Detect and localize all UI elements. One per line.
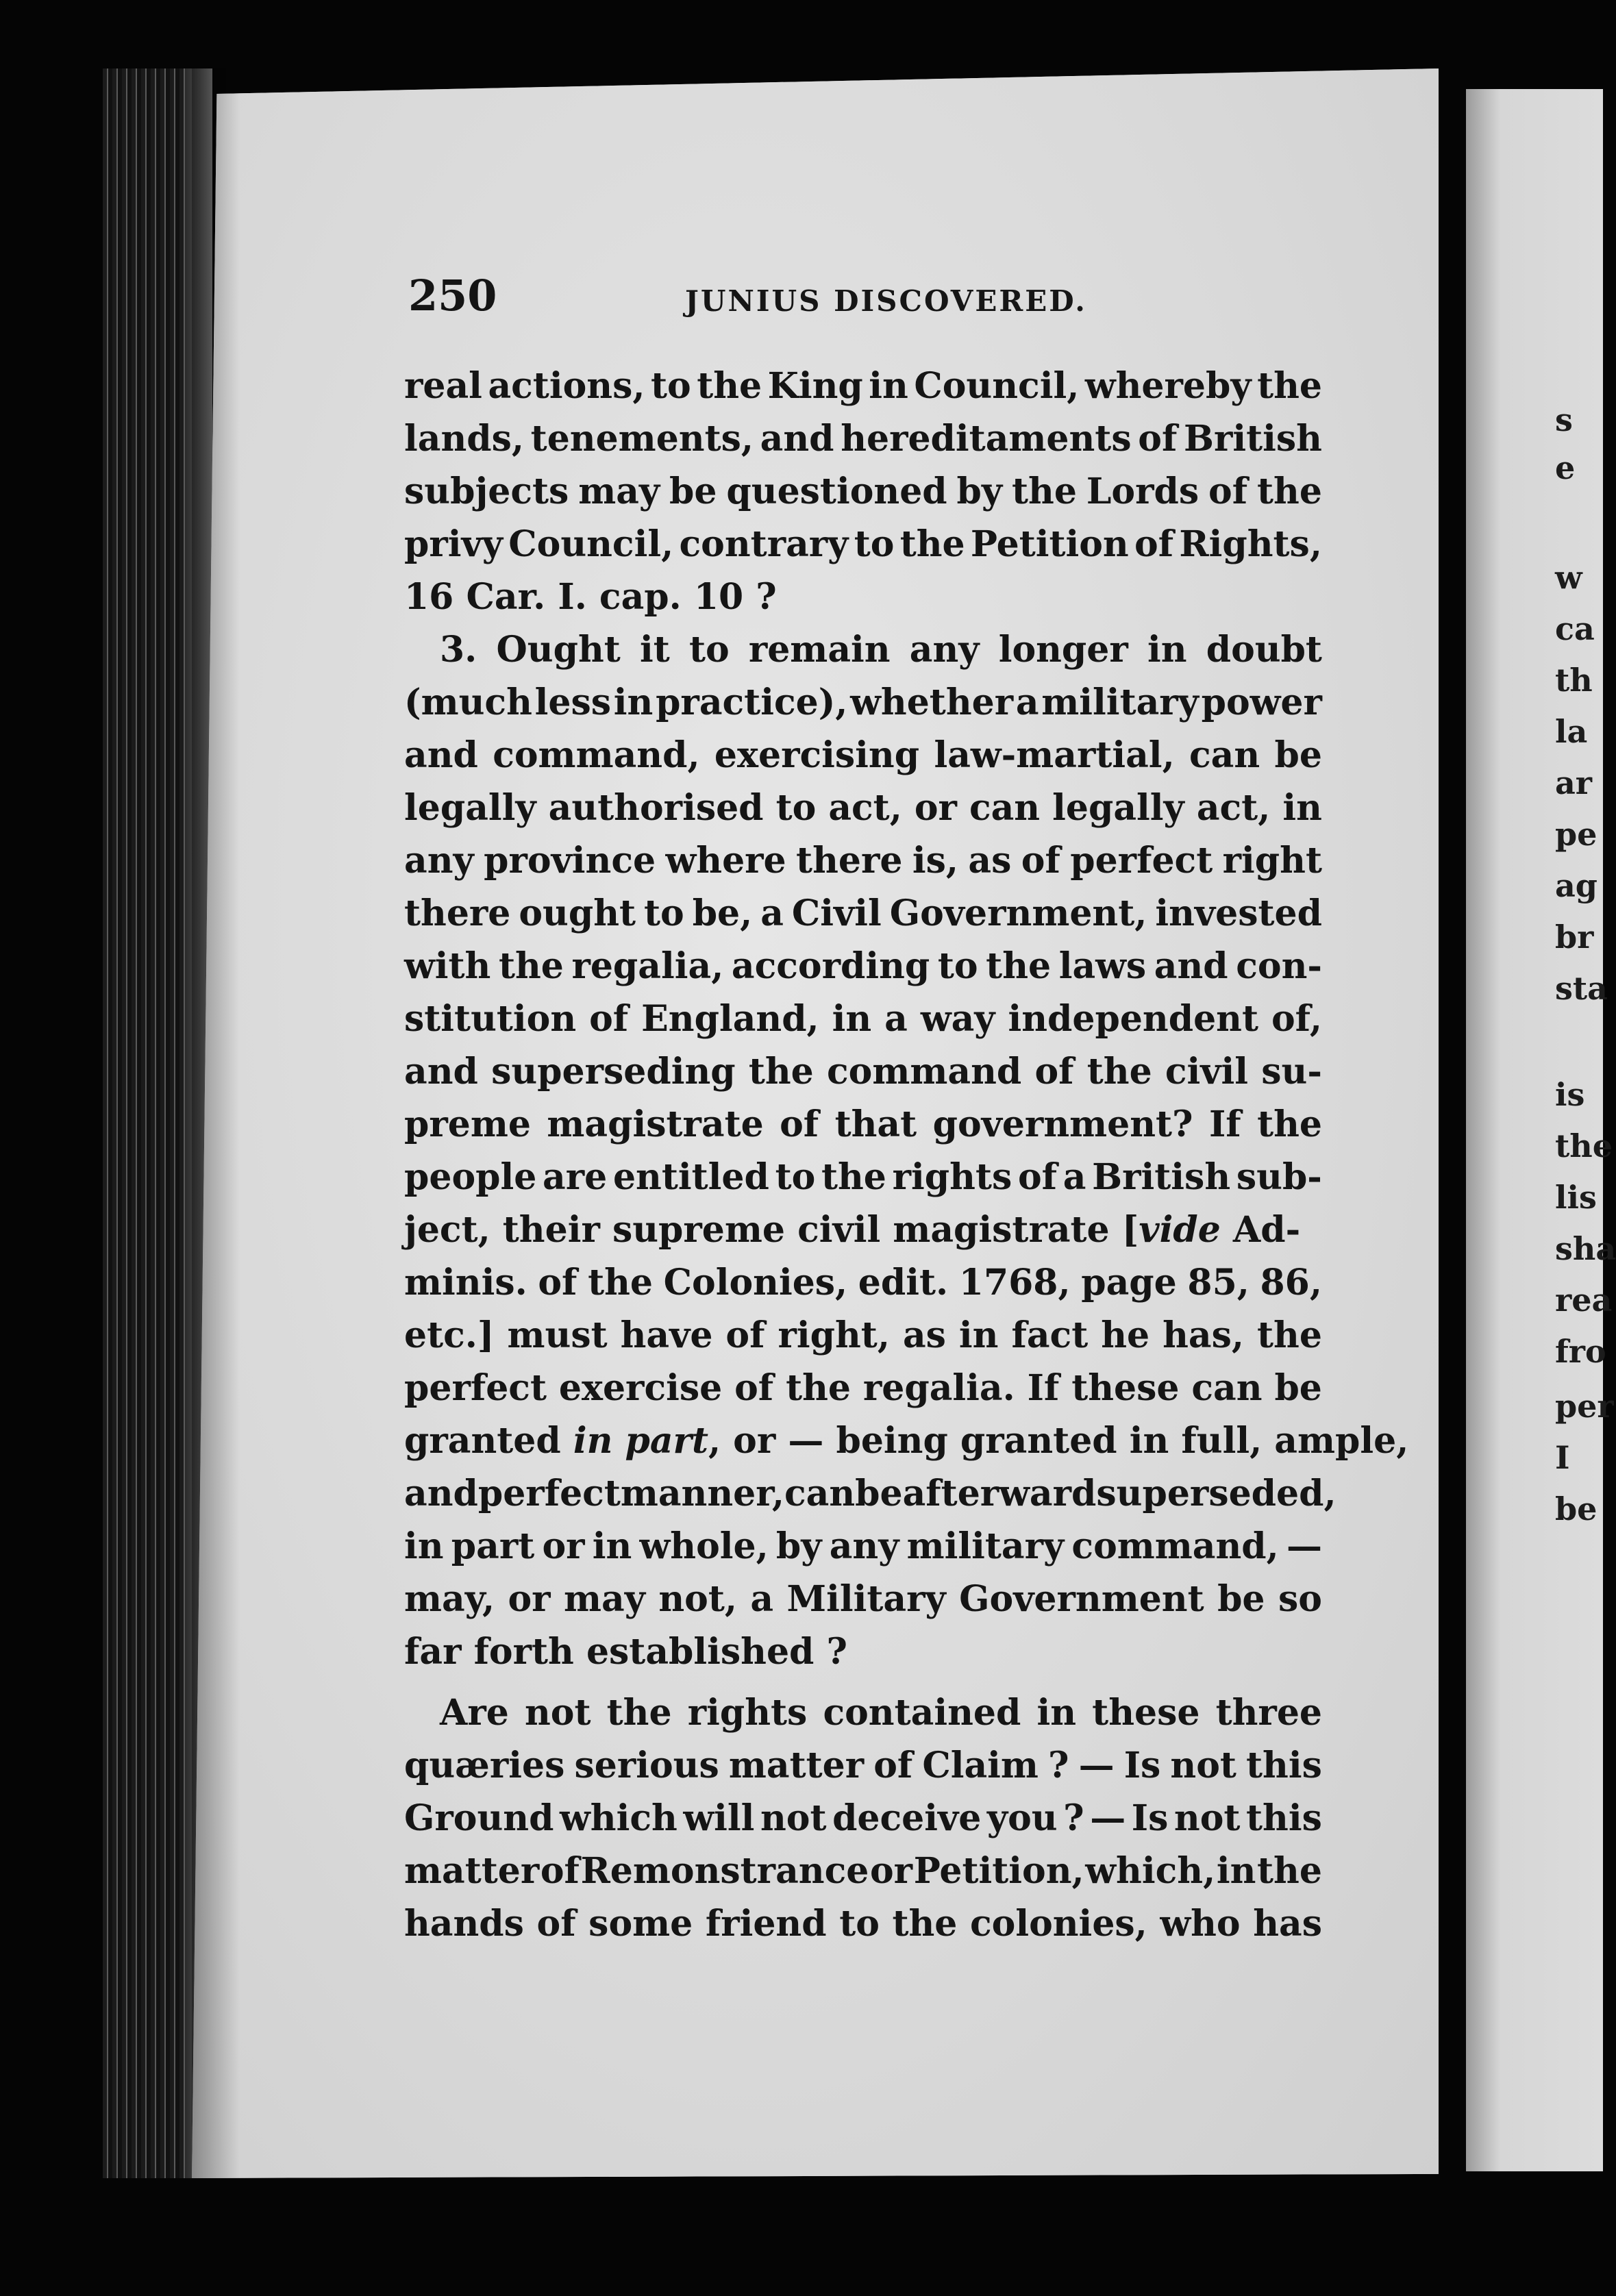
word: there xyxy=(796,840,903,882)
word: minis. xyxy=(404,1262,527,1303)
word: ? xyxy=(1063,1797,1084,1839)
word: a xyxy=(750,1578,774,1620)
word: legally xyxy=(404,787,536,829)
word: where xyxy=(665,840,786,882)
word: it xyxy=(639,629,670,671)
facing-fragment: be xyxy=(1555,1490,1598,1527)
word: which xyxy=(560,1797,678,1839)
text-line xyxy=(404,1309,1322,1362)
word: whether xyxy=(850,682,1014,723)
word: province xyxy=(484,840,656,882)
word: has, xyxy=(1163,1314,1244,1356)
word: of xyxy=(780,1103,819,1145)
word: not xyxy=(760,1797,827,1839)
line-text xyxy=(404,1414,1408,1467)
word: to xyxy=(644,893,684,934)
word: subjects xyxy=(404,471,569,512)
word: If xyxy=(1208,1103,1241,1145)
text-line xyxy=(404,1845,1322,1897)
word: you xyxy=(986,1797,1058,1839)
word: to xyxy=(937,945,978,987)
word: government? xyxy=(932,1103,1193,1145)
word: hands xyxy=(404,1903,524,1945)
word: as xyxy=(902,1314,946,1356)
word: superseding xyxy=(491,1051,736,1093)
word: 86, xyxy=(1260,1262,1322,1303)
word: rights xyxy=(687,1692,808,1734)
facing-fragment: sha xyxy=(1555,1230,1616,1267)
word: not xyxy=(1173,1797,1241,1839)
word: — xyxy=(1286,1525,1322,1567)
word: matter xyxy=(728,1745,865,1786)
italic-text: in part xyxy=(573,1420,708,1462)
word: a xyxy=(884,998,908,1040)
word: the xyxy=(1257,365,1322,407)
word: British xyxy=(1092,1156,1231,1198)
word: in xyxy=(1036,1692,1077,1734)
line-text-part: Ad- xyxy=(1220,1209,1301,1251)
word: military xyxy=(906,1525,1065,1567)
word: invested xyxy=(1155,893,1322,934)
facing-fragment: ag xyxy=(1555,867,1598,904)
word: in xyxy=(869,365,908,407)
word: and xyxy=(404,734,478,776)
word: matter xyxy=(404,1850,540,1892)
word: doubt xyxy=(1206,629,1322,671)
word: the xyxy=(821,1156,886,1198)
word: perfect xyxy=(477,1473,621,1514)
word: in xyxy=(404,1525,444,1567)
word: by xyxy=(956,471,1003,512)
word: be, xyxy=(692,893,753,934)
word: hereditaments xyxy=(841,418,1132,460)
facing-fragment: e xyxy=(1555,449,1576,486)
facing-fragment: s xyxy=(1555,401,1573,438)
word: has xyxy=(1253,1903,1322,1945)
word: with xyxy=(404,945,491,987)
word: three xyxy=(1215,1692,1322,1734)
word: according xyxy=(731,945,930,987)
line-text-part: ject, their supreme civil magistrate [ xyxy=(404,1209,1139,1251)
word: superseded, xyxy=(1096,1473,1337,1514)
word: the xyxy=(1257,1103,1322,1145)
word: Council, xyxy=(508,523,674,565)
text-line xyxy=(404,887,1322,940)
word: Ground xyxy=(404,1797,554,1839)
word: and xyxy=(1154,945,1228,987)
text-line xyxy=(404,1203,1322,1256)
word: to xyxy=(775,1156,816,1198)
word: this xyxy=(1246,1745,1322,1786)
word: to xyxy=(839,1903,880,1945)
word: independent xyxy=(1008,998,1259,1040)
word: 1768, xyxy=(958,1262,1071,1303)
word: whole, xyxy=(639,1525,769,1567)
text-line xyxy=(404,729,1322,782)
word: a xyxy=(760,893,784,934)
word: to xyxy=(775,787,817,829)
word: as xyxy=(968,840,1012,882)
word: any xyxy=(909,629,980,671)
word: the xyxy=(986,945,1052,987)
word: in xyxy=(1147,629,1187,671)
word: regalia. xyxy=(862,1367,1015,1409)
word: Council, xyxy=(914,365,1080,407)
word: to xyxy=(688,629,730,671)
word: the xyxy=(1257,1850,1322,1892)
text-line xyxy=(404,518,1322,571)
facing-fragment: ca xyxy=(1555,610,1595,647)
word: of xyxy=(1208,471,1248,512)
word: in xyxy=(1282,787,1322,829)
word: can xyxy=(1191,1367,1263,1409)
line-text-part: granted xyxy=(404,1420,573,1462)
word: ? xyxy=(1048,1745,1069,1786)
word: magistrate xyxy=(547,1103,764,1145)
word: may xyxy=(564,1578,645,1620)
word: Is xyxy=(1131,1797,1169,1839)
word: or xyxy=(542,1525,585,1567)
text-line xyxy=(404,834,1322,887)
word: friend xyxy=(705,1903,827,1945)
facing-fragment: per xyxy=(1555,1388,1614,1425)
word: be xyxy=(855,1473,903,1514)
word: afterward xyxy=(902,1473,1097,1514)
word: of xyxy=(536,1903,576,1945)
word: can xyxy=(969,787,1041,829)
word: of xyxy=(725,1314,765,1356)
word: of xyxy=(1138,418,1178,460)
word: British xyxy=(1184,418,1322,460)
word: and xyxy=(760,418,834,460)
word: act, xyxy=(828,787,902,829)
word: law-martial, xyxy=(934,734,1175,776)
word: perfect xyxy=(404,1367,547,1409)
word: Are xyxy=(440,1692,509,1734)
facing-fragment: fro xyxy=(1555,1333,1606,1370)
text-line xyxy=(404,1739,1322,1792)
word: a xyxy=(1062,1156,1086,1198)
word: in xyxy=(613,682,654,723)
word: contrary xyxy=(679,523,849,565)
word: remain xyxy=(748,629,891,671)
word: rights xyxy=(892,1156,1012,1198)
text-line xyxy=(404,1414,1409,1467)
word: be xyxy=(1217,1578,1265,1620)
word: manner, xyxy=(620,1473,784,1514)
facing-fragment: lis xyxy=(1555,1179,1597,1216)
body-text xyxy=(404,360,1409,1950)
word: deceive xyxy=(832,1797,982,1839)
word: If xyxy=(1027,1367,1060,1409)
word: not, xyxy=(658,1578,737,1620)
word: real xyxy=(404,365,482,407)
word: the xyxy=(1012,471,1077,512)
word: Lords xyxy=(1086,471,1199,512)
word: who xyxy=(1160,1903,1241,1945)
word: colonies, xyxy=(969,1903,1147,1945)
word: the xyxy=(606,1692,672,1734)
word: — xyxy=(1090,1797,1126,1839)
word: King xyxy=(767,365,863,407)
word: exercise xyxy=(558,1367,723,1409)
facing-fragment: is xyxy=(1555,1076,1585,1113)
text-line xyxy=(404,993,1322,1045)
word: civil xyxy=(1165,1051,1249,1093)
text-line xyxy=(404,1573,1322,1625)
text-line xyxy=(404,1362,1322,1414)
text-line xyxy=(404,1045,1322,1098)
word: Civil xyxy=(791,893,882,934)
word: command, xyxy=(493,734,700,776)
word: Colonies, xyxy=(663,1262,848,1303)
facing-fragment: ar xyxy=(1555,764,1593,801)
text-line xyxy=(404,465,1322,518)
word: exercising xyxy=(714,734,920,776)
word: of, xyxy=(1271,998,1322,1040)
text-line xyxy=(404,1151,1322,1203)
word: the xyxy=(899,523,965,565)
word: less xyxy=(534,682,612,723)
word: of xyxy=(1017,1156,1058,1198)
word: Petition xyxy=(970,523,1129,565)
word: Military xyxy=(786,1578,946,1620)
word: by xyxy=(775,1525,822,1567)
word: may, xyxy=(404,1578,495,1620)
word: not xyxy=(1170,1745,1236,1786)
text-line xyxy=(404,1098,1322,1151)
word: way xyxy=(920,998,995,1040)
word: and xyxy=(404,1473,478,1514)
word: can xyxy=(784,1473,856,1514)
word: questioned xyxy=(726,471,947,512)
word: whereby xyxy=(1084,365,1252,407)
word: must xyxy=(507,1314,608,1356)
word: can xyxy=(1189,734,1260,776)
word: which, xyxy=(1085,1850,1216,1892)
text-line xyxy=(404,940,1322,993)
word: in xyxy=(592,1525,632,1567)
word: ought xyxy=(519,893,636,934)
word: 3. xyxy=(440,629,477,671)
facing-fragment: la xyxy=(1555,713,1588,750)
word: Rights, xyxy=(1179,523,1322,565)
text-line xyxy=(404,1625,1322,1678)
word: longer xyxy=(998,629,1128,671)
text-line xyxy=(404,623,1322,676)
text-line xyxy=(404,1520,1322,1573)
word: act, xyxy=(1196,787,1271,829)
spine-shadow xyxy=(192,68,240,2178)
word: (much xyxy=(404,682,532,723)
word: he xyxy=(1101,1314,1150,1356)
text-line xyxy=(404,412,1322,465)
facing-fragment: rea xyxy=(1555,1282,1613,1319)
word: that xyxy=(834,1103,917,1145)
word: a xyxy=(1015,682,1039,723)
text-line xyxy=(404,676,1322,729)
facing-fragment: sta xyxy=(1555,970,1608,1007)
word: have xyxy=(620,1314,713,1356)
word: Remonstrance xyxy=(580,1850,869,1892)
facing-fragment: br xyxy=(1555,919,1594,956)
word: authorised xyxy=(548,787,764,829)
text-line xyxy=(404,782,1322,834)
word: of xyxy=(589,998,629,1040)
word: Claim xyxy=(922,1745,1039,1786)
word: or xyxy=(869,1850,913,1892)
word: lands, xyxy=(404,418,524,460)
word: stitution xyxy=(404,998,577,1040)
word: or xyxy=(508,1578,551,1620)
word: — xyxy=(1078,1745,1115,1786)
text-line xyxy=(404,360,1322,412)
word: of xyxy=(538,1262,577,1303)
word: any xyxy=(404,840,474,882)
word: regalia, xyxy=(571,945,724,987)
running-head: JUNIUS DISCOVERED. xyxy=(685,284,1087,318)
word: or xyxy=(914,787,957,829)
word: will xyxy=(683,1797,755,1839)
word: the xyxy=(892,1903,958,1945)
word: military xyxy=(1041,682,1199,723)
facing-fragment: I xyxy=(1555,1439,1570,1476)
word: Is xyxy=(1123,1745,1161,1786)
facing-fragment: pe xyxy=(1555,816,1598,853)
word: is, xyxy=(912,840,958,882)
text-line xyxy=(404,571,1322,623)
word: legally xyxy=(1052,787,1184,829)
word: the xyxy=(748,1051,814,1093)
word: part xyxy=(451,1525,535,1567)
word: the xyxy=(1257,1314,1322,1356)
word: may xyxy=(578,471,660,512)
word: power xyxy=(1201,682,1322,723)
word: laws xyxy=(1058,945,1147,987)
facing-fragment: th xyxy=(1555,662,1593,699)
text-line xyxy=(404,1792,1322,1845)
word: fact xyxy=(1011,1314,1089,1356)
word: tenements, xyxy=(530,418,754,460)
word: serious xyxy=(574,1745,719,1786)
page-number: 250 xyxy=(408,271,497,321)
word: command xyxy=(827,1051,1022,1093)
word: preme xyxy=(404,1103,531,1145)
word: quæries xyxy=(404,1745,565,1786)
word: entitled xyxy=(612,1156,769,1198)
word: the xyxy=(1257,471,1322,512)
word: so xyxy=(1278,1578,1322,1620)
text-line xyxy=(404,1686,1322,1739)
word: of xyxy=(873,1745,913,1786)
word: command, xyxy=(1071,1525,1279,1567)
facing-fragment: the xyxy=(1555,1127,1613,1164)
word: con- xyxy=(1236,945,1322,987)
word: England, xyxy=(641,998,819,1040)
line-text xyxy=(404,1203,1300,1256)
word: this xyxy=(1246,1797,1322,1839)
word: contained xyxy=(823,1692,1021,1734)
word: to xyxy=(854,523,895,565)
facing-fragment: w xyxy=(1555,559,1582,596)
word: there xyxy=(404,893,511,934)
text-line xyxy=(404,1256,1322,1309)
word: etc.] xyxy=(404,1314,495,1356)
word: perfect xyxy=(1070,840,1213,882)
text-line xyxy=(404,1467,1337,1520)
word: practice), xyxy=(656,682,848,723)
word: these xyxy=(1071,1367,1180,1409)
text-line xyxy=(404,1897,1322,1950)
word: people xyxy=(404,1156,537,1198)
word: to xyxy=(650,365,691,407)
word: the xyxy=(588,1262,653,1303)
word: in xyxy=(1216,1850,1256,1892)
word: and xyxy=(404,1051,478,1093)
word: some xyxy=(588,1903,693,1945)
word: Government, xyxy=(889,893,1147,934)
word: are xyxy=(543,1156,608,1198)
word: right xyxy=(1222,840,1322,882)
word: actions, xyxy=(488,365,645,407)
word: the xyxy=(697,365,762,407)
word: sub- xyxy=(1236,1156,1322,1198)
word: su- xyxy=(1261,1051,1322,1093)
word: be xyxy=(669,471,717,512)
word: not xyxy=(524,1692,591,1734)
word: any xyxy=(829,1525,899,1567)
word: the xyxy=(498,945,564,987)
italic-text: vide xyxy=(1139,1209,1221,1251)
word: these xyxy=(1092,1692,1200,1734)
word: of xyxy=(1134,523,1174,565)
word: of xyxy=(1034,1051,1074,1093)
word: 85, xyxy=(1187,1262,1250,1303)
word: the xyxy=(786,1367,851,1409)
word: right, xyxy=(778,1314,890,1356)
word: privy xyxy=(404,523,503,565)
line-text: 16 Car. I. cap. 10 ? xyxy=(404,576,777,618)
word: Government xyxy=(959,1578,1204,1620)
word: Petition, xyxy=(913,1850,1084,1892)
word: be xyxy=(1274,734,1322,776)
line-text: far forth established ? xyxy=(404,1631,847,1673)
word: of xyxy=(1021,840,1060,882)
word: be xyxy=(1274,1367,1322,1409)
word: page xyxy=(1081,1262,1177,1303)
word: in xyxy=(832,998,872,1040)
word: the xyxy=(1086,1051,1152,1093)
word: edit. xyxy=(858,1262,949,1303)
line-text-part: , or — being granted in full, ample, xyxy=(708,1420,1409,1462)
word: Ought xyxy=(496,629,621,671)
word: of xyxy=(540,1850,580,1892)
word: in xyxy=(958,1314,999,1356)
word: of xyxy=(734,1367,774,1409)
